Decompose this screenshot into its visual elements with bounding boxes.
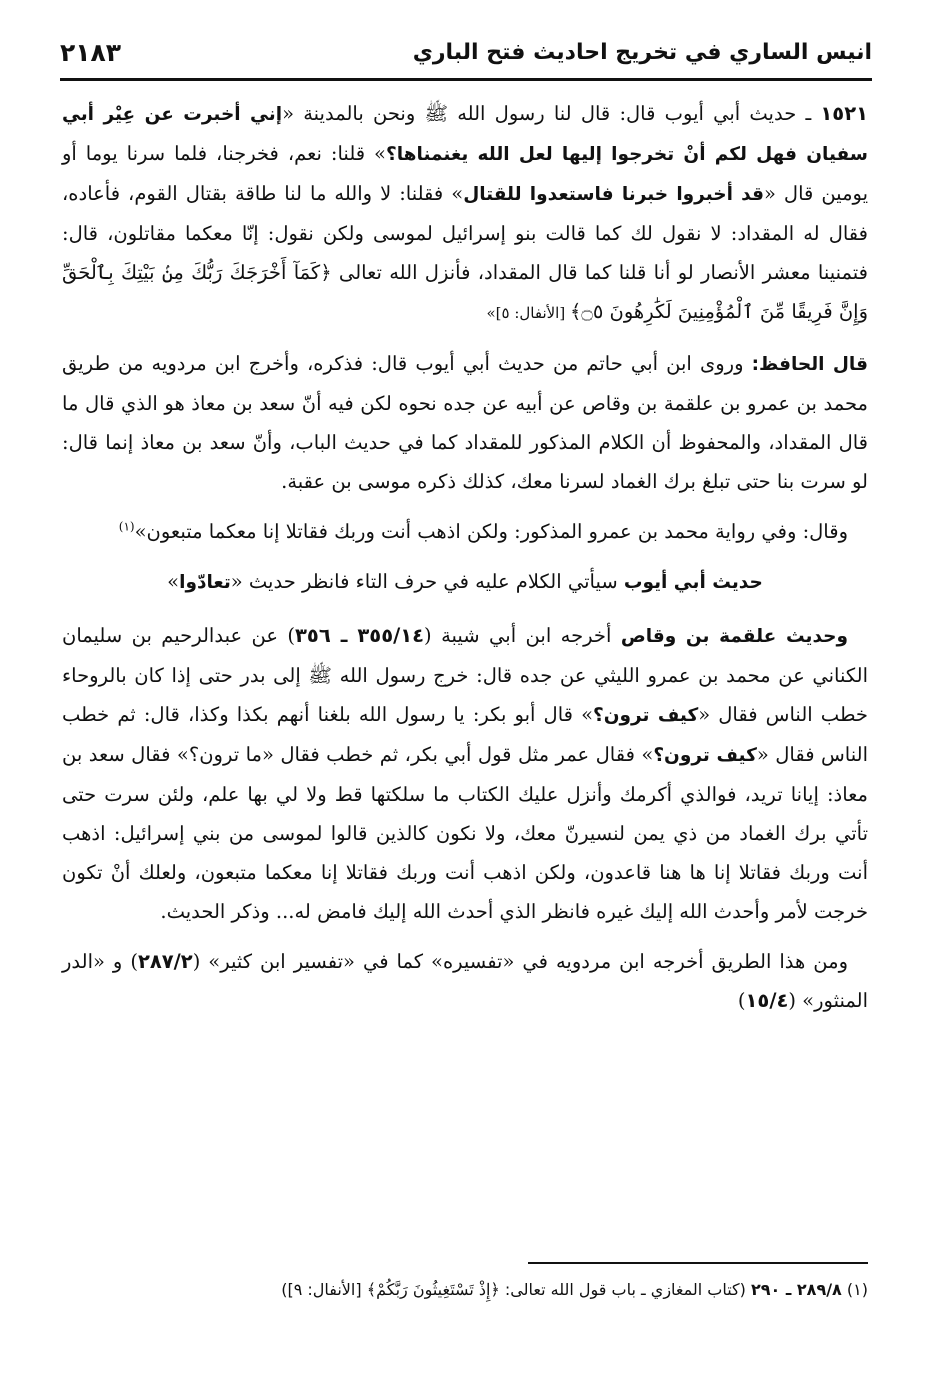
entry-number: ١٥٢١ [820,102,868,125]
footnote-marker: (١) [118,519,135,534]
tariq-ref-1: ٢٨٧/٢ [137,950,193,973]
prophet-quote-2: قد أخبروا خبرنا فاستعدوا للقتال [463,184,764,205]
hafiz-lead: قال الحافظ: [751,354,868,375]
footnote-text: (كتاب المغازي ـ باب قول الله تعالى: [499,1280,751,1299]
entry-text-1: ـ حديث أبي أيوب قال: قال لنا رسول الله ﷺ ونحن بالمدينة « [282,102,821,125]
alqama-quote-2: كيف ترون؟ [653,745,757,766]
tariq-text-2: ) و «الدر المنثور» ( [62,950,868,1012]
footnote-ref: ٢٨٩/٨ ـ ٢٩٠ [751,1280,842,1299]
alqama-ref: ٣٥٥/١٤ ـ ٣٥٦ [295,624,425,647]
tariq-text-1: ومن هذا الطريق أخرجه ابن مردويه في «تفسيره» كما في «تفسير ابن كثير» ( [192,950,848,973]
footnote-rule [528,1262,868,1264]
tariq-paragraph [62,942,868,1020]
entry-text-2: » قلنا: نعم، فخرجنا، فلما سرنا يوما أو يومين قال « [62,142,869,205]
footnote-quran: ﴿إِذْ تَسْتَغِيثُونَ رَبَّكُمْ﴾ [366,1280,500,1299]
page-number: ٢١٨٣ [60,37,122,67]
hafiz-paragraph [62,344,868,501]
main-text [62,94,868,1031]
running-title: انيس الساري في تخريج احاديث فتح الباري [412,39,872,65]
header-rule [60,78,872,81]
alqama-text-4: » فقال عمر مثل قول أبي بكر، ثم خطب فقال «ما ترون؟» فقال سعد بن معاذ: إيانا تريد، فوالذي أكرمك وأنزل عليك الكتاب ما سلكتها قط ولا لي بها علم، ولئن سرت حتى تأتي برك الغماد من ذي يمن لنسيرنّ معك، ولا نكون كالذين قالوا لموسى من بني إسرائيل: اذهب أنت وربك فقاتلا إنا ها هنا قاعدون، ولكن اذهب أنت وربك فقاتلا إنا معكما متبعون، ولعلك أنْ تكون خرجت لأمر وأحدث الله إليك غيره فانظر الذي أحدث الله إليك فامض له... وذكر الحديث. [62,743,868,923]
qala-paragraph [62,512,868,551]
tariq-ref-2: ١٥/٤ [745,989,789,1012]
alqama-paragraph [62,616,868,931]
footnote-close: [الأنفال: ٩]) [281,1280,367,1299]
abi-ayyub-text: سيأتي الكلام عليه في حرف التاء فانظر حديث « [230,570,624,593]
page-header [60,30,872,74]
abi-ayyub-paragraph [62,562,868,602]
prophet-quote-1: إني أخبرت عن عِيْر أبي سفيان فهل لكم أنْ تخرجوا إليها لعل الله يغنمناها؟ [62,104,869,165]
verse-reference: [الأنفال: ٥]» [486,304,570,322]
hafiz-text: وروى ابن أبي حاتم من حديث أبي أيوب قال: فذكره، وأخرج ابن مردويه من طريق محمد بن عمرو بن علقمة بن وقاص عن أبيه عن جده نحوه لكن فيه أنّ سعد بن معاذ هو الذي قال ما قال المقداد، والمحفوظ أن الكلام المذكور للمقداد كما في حديث الباب، وأنّ سعد بن معاذ إنما قال: لو سرت بنا حتى تبلغ برك الغماد لسرنا معك، كذلك ذكره موسى بن عقبة. [62,352,868,493]
tariq-text-3: ) [737,989,746,1012]
alqama-lead: وحديث علقمة بن وقاص [620,626,848,647]
entry-text-3: » فقلنا: لا والله ما لنا طاقة بقتال القوم، فأعاده، فقال له المقداد: لا نقول لك كما قالت بنو إسرائيل لموسى ولكن نقول: إنّا معكما مقاتلون، قال: فتمنينا معشر الأنصار لو أنا قلنا كما قال المقداد، فأنزل الله تعالى [62,182,868,284]
hadith-entry-1521 [62,94,868,333]
alqama-text-1: أخرجه ابن أبي شيبة ( [424,624,621,647]
footnote [62,1274,868,1306]
qala-text: وقال: وفي رواية محمد بن عمرو المذكور: ولكن اذهب أنت وربك فقاتلا إنا معكما متبعون» [134,520,848,543]
abi-ayyub-lead: حديث أبي أيوب [623,572,763,593]
quran-verse: ﴿كَمَآ أَخْرَجَكَ رَبُّكَ مِنۢ بَيْتِكَ بِٱلْحَقِّ وَإِنَّ فَرِيقًا مِّنَ ٱلْمُؤْمِنِينَ لَكَٰرِهُونَ ۝٥﴾ [62,261,868,323]
footnote-mark: (١) [846,1280,868,1299]
abi-ayyub-close: » [167,570,180,593]
abi-ayyub-ref: تعادّوا [179,572,231,593]
alqama-quote-1: كيف ترون؟ [593,705,699,726]
alqama-text-2: ) عن عبدالرحيم بن سليمان الكناني عن محمد بن عمرو الليثي عن جده قال: خرج رسول الله ﷺ إلى بدر حتى إذا كان بالروحاء خطب الناس فقال « [62,624,868,726]
alqama-text-3: » قال أبو بكر: يا رسول الله بلغنا أنهم بكذا وكذا، قال: ثم خطب الناس فقال « [62,703,868,766]
